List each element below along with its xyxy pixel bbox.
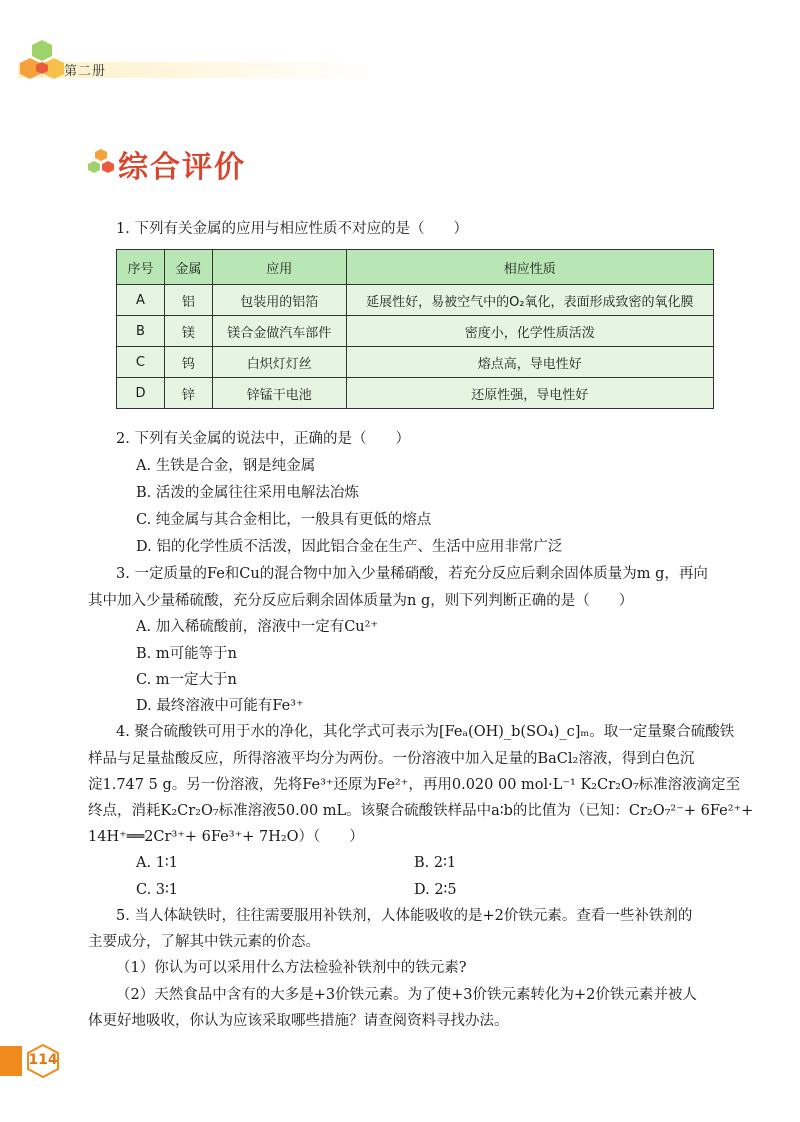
q4-line: 4. 聚合硫酸铁可用于水的净化，其化学式可表示为[Feₐ(OH)_b(SO₄)_c]ₘ。取一定量聚合硫酸铁 (116, 724, 735, 740)
table-cell: 延展性好，易被空气中的O₂氧化，表面形成致密的氧化膜 (346, 285, 713, 316)
table-cell: B (117, 316, 165, 347)
q5-line: 主要成分，了解其中铁元素的价态。 (88, 934, 320, 950)
q5-line: 5. 当人体缺铁时，往往需要服用补铁剂，人体能吸收的是+2价铁元素。查看一些补铁剂的 (116, 908, 693, 924)
q4-option-b: B. 2∶1 (414, 855, 457, 871)
q5-sub2: （2）天然食品中含有的大多是+3价铁元素。为了使+3价铁元素转化为+2价铁元素并被人 (116, 987, 697, 1003)
q2-option-a: A. 生铁是合金，钢是纯金属 (136, 458, 316, 474)
book-volume-label: 第二册 (64, 64, 107, 79)
page-header (0, 0, 800, 90)
q2-option-b: B. 活泼的金属往往采用电解法冶炼 (136, 485, 359, 501)
table-cell: 熔点高，导电性好 (346, 347, 713, 378)
table-cell: C (117, 347, 165, 378)
table-row (117, 378, 714, 409)
table-cell: A (117, 285, 165, 316)
q3-option-c: C. m一定大于n (136, 672, 237, 688)
table-cell: 铝 (164, 285, 212, 316)
q2-option-d: D. 铝的化学性质不活泼，因此铝合金在生产、生活中应用非常广泛 (136, 539, 563, 555)
table-cell: 钨 (164, 347, 212, 378)
q4-line: 淀1.747 5 g。另一份溶液，先将Fe³⁺还原为Fe²⁺，再用0.020 00 mol·L⁻¹ K₂Cr₂O₇标准溶液滴定至 (88, 777, 741, 793)
q4-line: 样品与足量盐酸反应，所得溶液平均分为两份。一份溶液中加入足量的BaCl₂溶液，得到白色沉 (88, 751, 695, 767)
col-header: 金属 (164, 250, 212, 285)
q5-sub1: （1）你认为可以采用什么方法检验补铁剂中的铁元素? (116, 960, 467, 976)
table-cell: 镁 (164, 316, 212, 347)
page-edge-bar (0, 1046, 22, 1076)
q4-line: 终点，消耗K₂Cr₂O₇标准溶液50.00 mL。该聚合硫酸铁样品中a∶b的比值为（已知：Cr₂O₇²⁻+ 6Fe²⁺+ (88, 803, 754, 819)
table-row (117, 285, 714, 316)
table-cell: 密度小，化学性质活泼 (346, 316, 713, 347)
table-cell: 包装用的铝箔 (212, 285, 346, 316)
table-row (117, 316, 714, 347)
q4-option-d: D. 2∶5 (414, 882, 457, 898)
table-cell: D (117, 378, 165, 409)
q3-option-d: D. 最终溶液中可能有Fe³⁺ (136, 698, 304, 714)
q4-option-c: C. 3∶1 (136, 882, 179, 898)
hexagon-cluster-icon (86, 148, 116, 174)
col-header: 相应性质 (346, 250, 713, 285)
q5-sub2: 体更好地吸收，你认为应该采取哪些措施？请查阅资料寻找办法。 (88, 1013, 509, 1029)
q4-line: 14H⁺══2Cr³⁺+ 6Fe³⁺+ 7H₂O）（ ） (88, 829, 364, 845)
hexagon-logo-icon (16, 38, 68, 84)
q1-table (116, 249, 714, 409)
section-title: 综合评价 (118, 150, 246, 185)
q3-option-a: A. 加入稀硫酸前，溶液中一定有Cu²⁺ (136, 619, 379, 635)
table-cell: 白炽灯灯丝 (212, 347, 346, 378)
col-header: 应用 (212, 250, 346, 285)
table-cell: 镁合金做汽车部件 (212, 316, 346, 347)
table-cell: 还原性强，导电性好 (346, 378, 713, 409)
page-number: 114 (28, 1052, 58, 1068)
q1-stem: 1. 下列有关金属的应用与相应性质不对应的是（ ） (116, 221, 468, 237)
table-row (117, 347, 714, 378)
table-cell: 锌锰干电池 (212, 378, 346, 409)
table-header-row (117, 250, 714, 285)
q3-option-b: B. m可能等于n (136, 646, 237, 662)
table-cell: 锌 (164, 378, 212, 409)
q2-option-c: C. 纯金属与其合金相比，一般具有更低的熔点 (136, 512, 432, 528)
q3-line: 其中加入少量稀硫酸，充分反应后剩余固体质量为n g，则下列判断正确的是（ ） (88, 593, 634, 609)
col-header: 序号 (117, 250, 165, 285)
q2-stem: 2. 下列有关金属的说法中，正确的是（ ） (116, 431, 410, 447)
q3-line: 3. 一定质量的Fe和Cu的混合物中加入少量稀硝酸，若充分反应后剩余固体质量为m g，再向 (116, 566, 708, 582)
q4-option-a: A. 1∶1 (136, 855, 178, 871)
